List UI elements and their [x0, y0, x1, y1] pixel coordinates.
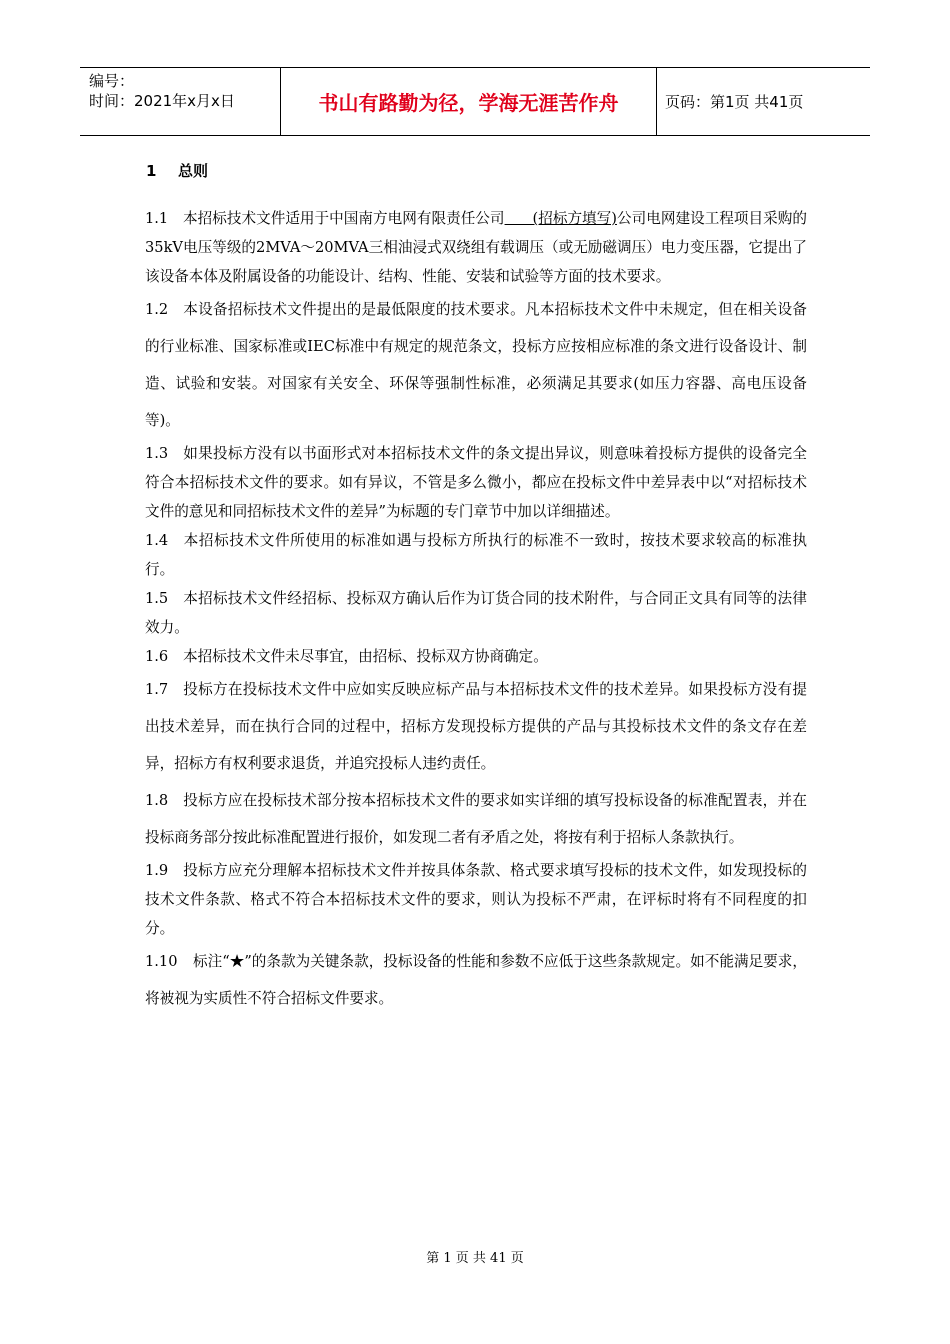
- document-time-label: 时间：2021年x月x日: [89, 92, 235, 110]
- paragraph-text: 如果投标方没有以书面形式对本招标技术文件的条文提出异议，则意味着投标方提供的设备完全符合本招标技术文件的要求。如有异议，不管是多么微小，都应在投标文件中差异表中以“对招标技术文件的意见和同招标技术文件的差异”为标题的专门章节中加以详细描述。: [145, 445, 807, 520]
- paragraph-1-6: [145, 642, 807, 671]
- paragraph-1-9: [145, 856, 807, 943]
- paragraph-number: 1.7: [145, 681, 169, 698]
- paragraph-number: 1.3: [145, 445, 169, 462]
- paragraph-1-3: [145, 439, 807, 526]
- section-title: 总则: [178, 162, 209, 180]
- paragraph-text: 本招标技术文件经招标、投标双方确认后作为订货合同的技术附件，与合同正文具有同等的法律效力。: [145, 590, 807, 636]
- paragraph-number: 1.1: [145, 210, 169, 227]
- paragraph-text: 本招标技术文件适用于中国南方电网有限责任公司: [183, 210, 505, 227]
- paragraph-1-10: [145, 943, 807, 1017]
- header-slogan: 书山有路勤为径，学海无涯苦作舟: [281, 68, 657, 135]
- paragraph-number: 1.9: [145, 862, 169, 879]
- paragraph-text: 投标方在投标技术文件中应如实反映应标产品与本招标技术文件的技术差异。如果投标方没有提出技术差异，而在执行合同的过程中，招标方发现投标方提供的产品与其投标技术文件的条文存在差异，招标方有权利要求退货，并追究投标人违约责任。: [145, 681, 807, 772]
- paragraph-text: 本招标技术文件所使用的标准如遇与投标方所执行的标准不一致时，按技术要求较高的标准执行。: [145, 532, 807, 578]
- document-body: [145, 204, 807, 1017]
- header-page-info: 页码：第1页 共41页: [665, 93, 804, 111]
- section-heading: [146, 160, 208, 181]
- paragraph-text: 标注“★”的条款为关键条款，投标设备的性能和参数不应低于这些条款规定。如不能满足要求，将被视为实质性不符合招标文件要求。: [145, 953, 807, 1007]
- document-number-label: 编号：: [89, 72, 135, 90]
- page-footer: 第 1 页 共 41 页: [426, 1251, 524, 1266]
- paragraph-number: 1.4: [145, 532, 169, 549]
- header-meta: [80, 68, 281, 135]
- paragraph-text: 本设备招标技术文件提出的是最低限度的技术要求。凡本招标技术文件中未规定，但在相关设备的行业标准、国家标准或IEC标准中有规定的规范条文，投标方应按相应标准的条文进行设备设计、制造、试验和安装。对国家有关安全、环保等强制性标准，必须满足其要求(如压力容器、高电压设备等)。: [145, 301, 807, 429]
- paragraph-number: 1.6: [145, 648, 169, 665]
- paragraph-number: 1.5: [145, 590, 169, 607]
- paragraph-1-7: [145, 671, 807, 782]
- section-number: 1: [146, 162, 157, 180]
- paragraph-1-5: [145, 584, 807, 642]
- page-header: [80, 67, 870, 136]
- paragraph-text: 公司电网建设工程项目采购的35kV电压等级的2MVA～20MVA三相油浸式双绕组有载调压（或无励磁调压）电力变压器，它提出了该设备本体及附属设备的功能设计、结构、性能、安装和试验等方面的技术要求。: [145, 210, 807, 285]
- paragraph-number: 1.10: [145, 953, 178, 970]
- paragraph-number: 1.2: [145, 301, 169, 318]
- fill-in-blank: (招标方填写): [504, 210, 617, 227]
- paragraph-1-1: [145, 204, 807, 291]
- paragraph-1-8: [145, 782, 807, 856]
- paragraph-number: 1.8: [145, 792, 169, 809]
- paragraph-text: 投标方应在投标技术部分按本招标技术文件的要求如实详细的填写投标设备的标准配置表，并在投标商务部分按此标准配置进行报价，如发现二者有矛盾之处，将按有利于招标人条款执行。: [145, 792, 807, 846]
- paragraph-1-4: [145, 526, 807, 584]
- paragraph-text: 本招标技术文件未尽事宜，由招标、投标双方协商确定。: [183, 648, 548, 665]
- paragraph-1-2: [145, 291, 807, 439]
- paragraph-text: 投标方应充分理解本招标技术文件并按具体条款、格式要求填写投标的技术文件，如发现投标的技术文件条款、格式不符合本招标技术文件的要求，则认为投标不严肃，在评标时将有不同程度的扣分。: [145, 862, 807, 937]
